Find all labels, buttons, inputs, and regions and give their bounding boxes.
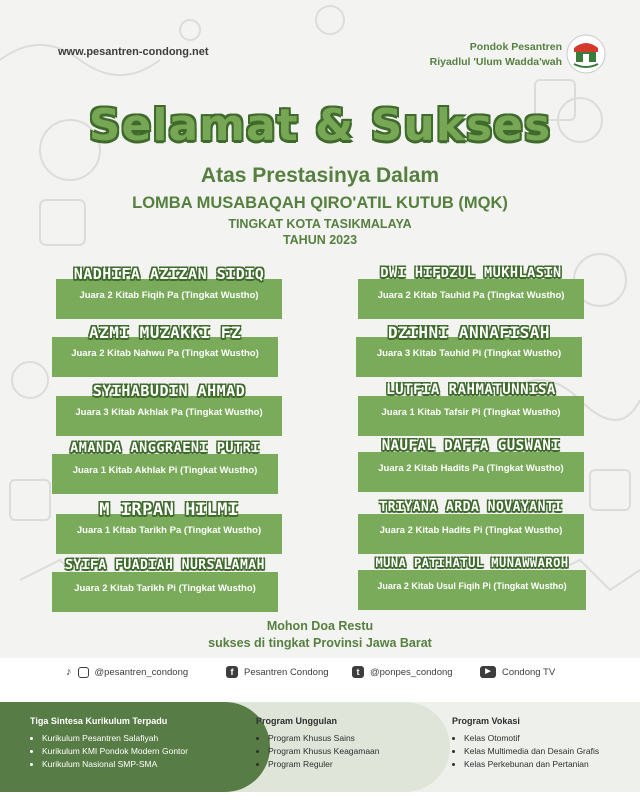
- social-tiktok-instagram[interactable]: [66, 666, 188, 678]
- event-level-text: TINGKAT KOTA TASIKMALAYA: [228, 217, 412, 231]
- winner-card: [358, 265, 584, 321]
- winner-award: Juara 3 Kitab Akhlak Pa (Tingkat Wustho): [75, 407, 263, 418]
- winner-name: NAUFAL DAFFA GUSWANI: [381, 438, 561, 454]
- youtube-icon: ▶: [480, 666, 496, 678]
- winner-name: AZMI MUZAKKI FZ: [89, 323, 241, 342]
- winner-card: [56, 500, 282, 556]
- winner-name: M IRPAN HILMI: [99, 500, 239, 520]
- curriculum-title: Tiga Sintesa Kurikulum Terpadu: [30, 716, 168, 726]
- social-facebook[interactable]: [226, 666, 329, 678]
- featured-program-column: [256, 716, 380, 771]
- winner-card: [52, 558, 278, 614]
- winner-award: Juara 2 Kitab Usul Fiqih Pi (Tingkat Wustho): [377, 581, 567, 591]
- winner-card: [52, 323, 278, 379]
- curriculum-column: [30, 716, 188, 771]
- headline-title: Selamat & Sukses: [88, 100, 552, 151]
- winner-name: NADHIFA AZIZAN SIDIQ: [73, 265, 265, 283]
- facebook-icon: f: [226, 666, 238, 678]
- tiktok-icon: ♪: [66, 666, 72, 678]
- winner-name: TRIYANA ARDA NOVAYANTI: [379, 500, 563, 515]
- closing-line-1: Mohon Doa Restu: [266, 619, 374, 633]
- event-year: TAHUN 2023: [282, 233, 358, 247]
- org-line-1: Pondok Pesantren: [469, 41, 562, 53]
- winner-card: [358, 382, 584, 438]
- website-url[interactable]: www.pesantren-condong.net: [58, 46, 209, 58]
- list-item: • Program Khusus Sains: [268, 732, 380, 745]
- social-handle: @pesantren_condong: [94, 666, 189, 678]
- event-level: [0, 216, 640, 248]
- list-item: • Program Khusus Keagamaan: [268, 745, 380, 758]
- winner-award: Juara 2 Kitab Hadits Pa (Tingkat Wustho): [378, 463, 564, 474]
- winner-name: DZIHNI ANNAFISAH: [387, 323, 551, 342]
- featured-program-title: Program Unggulan: [256, 716, 338, 726]
- social-bar: [0, 658, 640, 688]
- social-youtube[interactable]: [480, 666, 555, 678]
- winner-name: DWI HIFDZUL MUKHLASIN: [380, 265, 562, 281]
- list-item: • Kelas Multimedia dan Desain Grafis: [464, 745, 599, 758]
- twitter-icon: t: [352, 666, 364, 678]
- winner-card: [358, 500, 584, 556]
- instagram-icon: [78, 667, 89, 678]
- winner-card: [356, 323, 582, 379]
- winner-award: Juara 2 Kitab Tauhid Pa (Tingkat Wustho): [377, 290, 565, 301]
- org-line-2: Riyadlul 'Ulum Wadda'wah: [429, 56, 562, 68]
- winner-award: Juara 2 Kitab Nahwu Pa (Tingkat Wustho): [71, 348, 259, 359]
- winner-award: Juara 2 Kitab Tarikh Pi (Tingkat Wustho): [74, 583, 256, 594]
- headline-subtitle: Atas Prestasinya Dalam: [200, 164, 440, 187]
- social-twitter[interactable]: [352, 666, 453, 678]
- winner-card: [358, 556, 586, 612]
- winner-award: Juara 2 Kitab Fiqih Pa (Tingkat Wustho): [79, 290, 259, 301]
- winner-name: MUNA PATIHATUL MUNAWWAROH: [375, 556, 569, 570]
- winner-card: [56, 382, 282, 438]
- vocational-program-column: [452, 716, 599, 771]
- closing-message: [0, 618, 640, 652]
- winner-award: Juara 3 Kitab Tauhid Pi (Tingkat Wustho): [376, 348, 562, 359]
- list-item: • Kelas Perkebunan dan Pertanian: [464, 758, 599, 771]
- list-item: • Kurikulum Nasional SMP-SMA: [42, 758, 188, 771]
- winner-award: Juara 2 Kitab Hadits Pi (Tingkat Wustho): [379, 525, 563, 536]
- winner-name: LUTFIA RAHMATUNNISA: [386, 382, 556, 398]
- vocational-program-title: Program Vokasi: [452, 716, 520, 726]
- social-handle: @ponpes_condong: [370, 666, 453, 678]
- program-footer: [0, 688, 640, 800]
- list-item: • Kelas Otomotif: [464, 732, 599, 745]
- pesantren-logo-icon: [566, 34, 606, 74]
- winner-award: Juara 1 Kitab Tafsir Pi (Tingkat Wustho): [381, 407, 561, 418]
- closing-line-2: sukses di tingkat Provinsi Jawa Barat: [208, 636, 432, 650]
- winner-award: Juara 1 Kitab Tarikh Pa (Tingkat Wustho): [76, 525, 262, 536]
- winner-card: [52, 440, 278, 496]
- winner-name: SYIHABUDIN AHMAD: [92, 382, 246, 400]
- list-item: • Kurikulum KMI Pondok Modern Gontor: [42, 745, 188, 758]
- winner-name: AMANDA ANGGRAENI PUTRI: [70, 440, 260, 456]
- list-item: • Kurikulum Pesantren Salafiyah: [42, 732, 188, 745]
- organization-name: [430, 40, 562, 70]
- social-handle: Pesantren Condong: [244, 666, 329, 678]
- list-item: • Program Reguler: [268, 758, 380, 771]
- winner-name: SYIFA FUADIAH NURSALAMAH: [65, 558, 265, 573]
- winner-award: Juara 1 Kitab Akhlak Pi (Tingkat Wustho): [72, 465, 258, 476]
- winner-card: [56, 265, 282, 321]
- event-name: LOMBA MUSABAQAH QIRO'ATIL KUTUB (MQK): [132, 194, 508, 212]
- social-handle: Condong TV: [502, 666, 556, 678]
- winner-card: [358, 438, 584, 494]
